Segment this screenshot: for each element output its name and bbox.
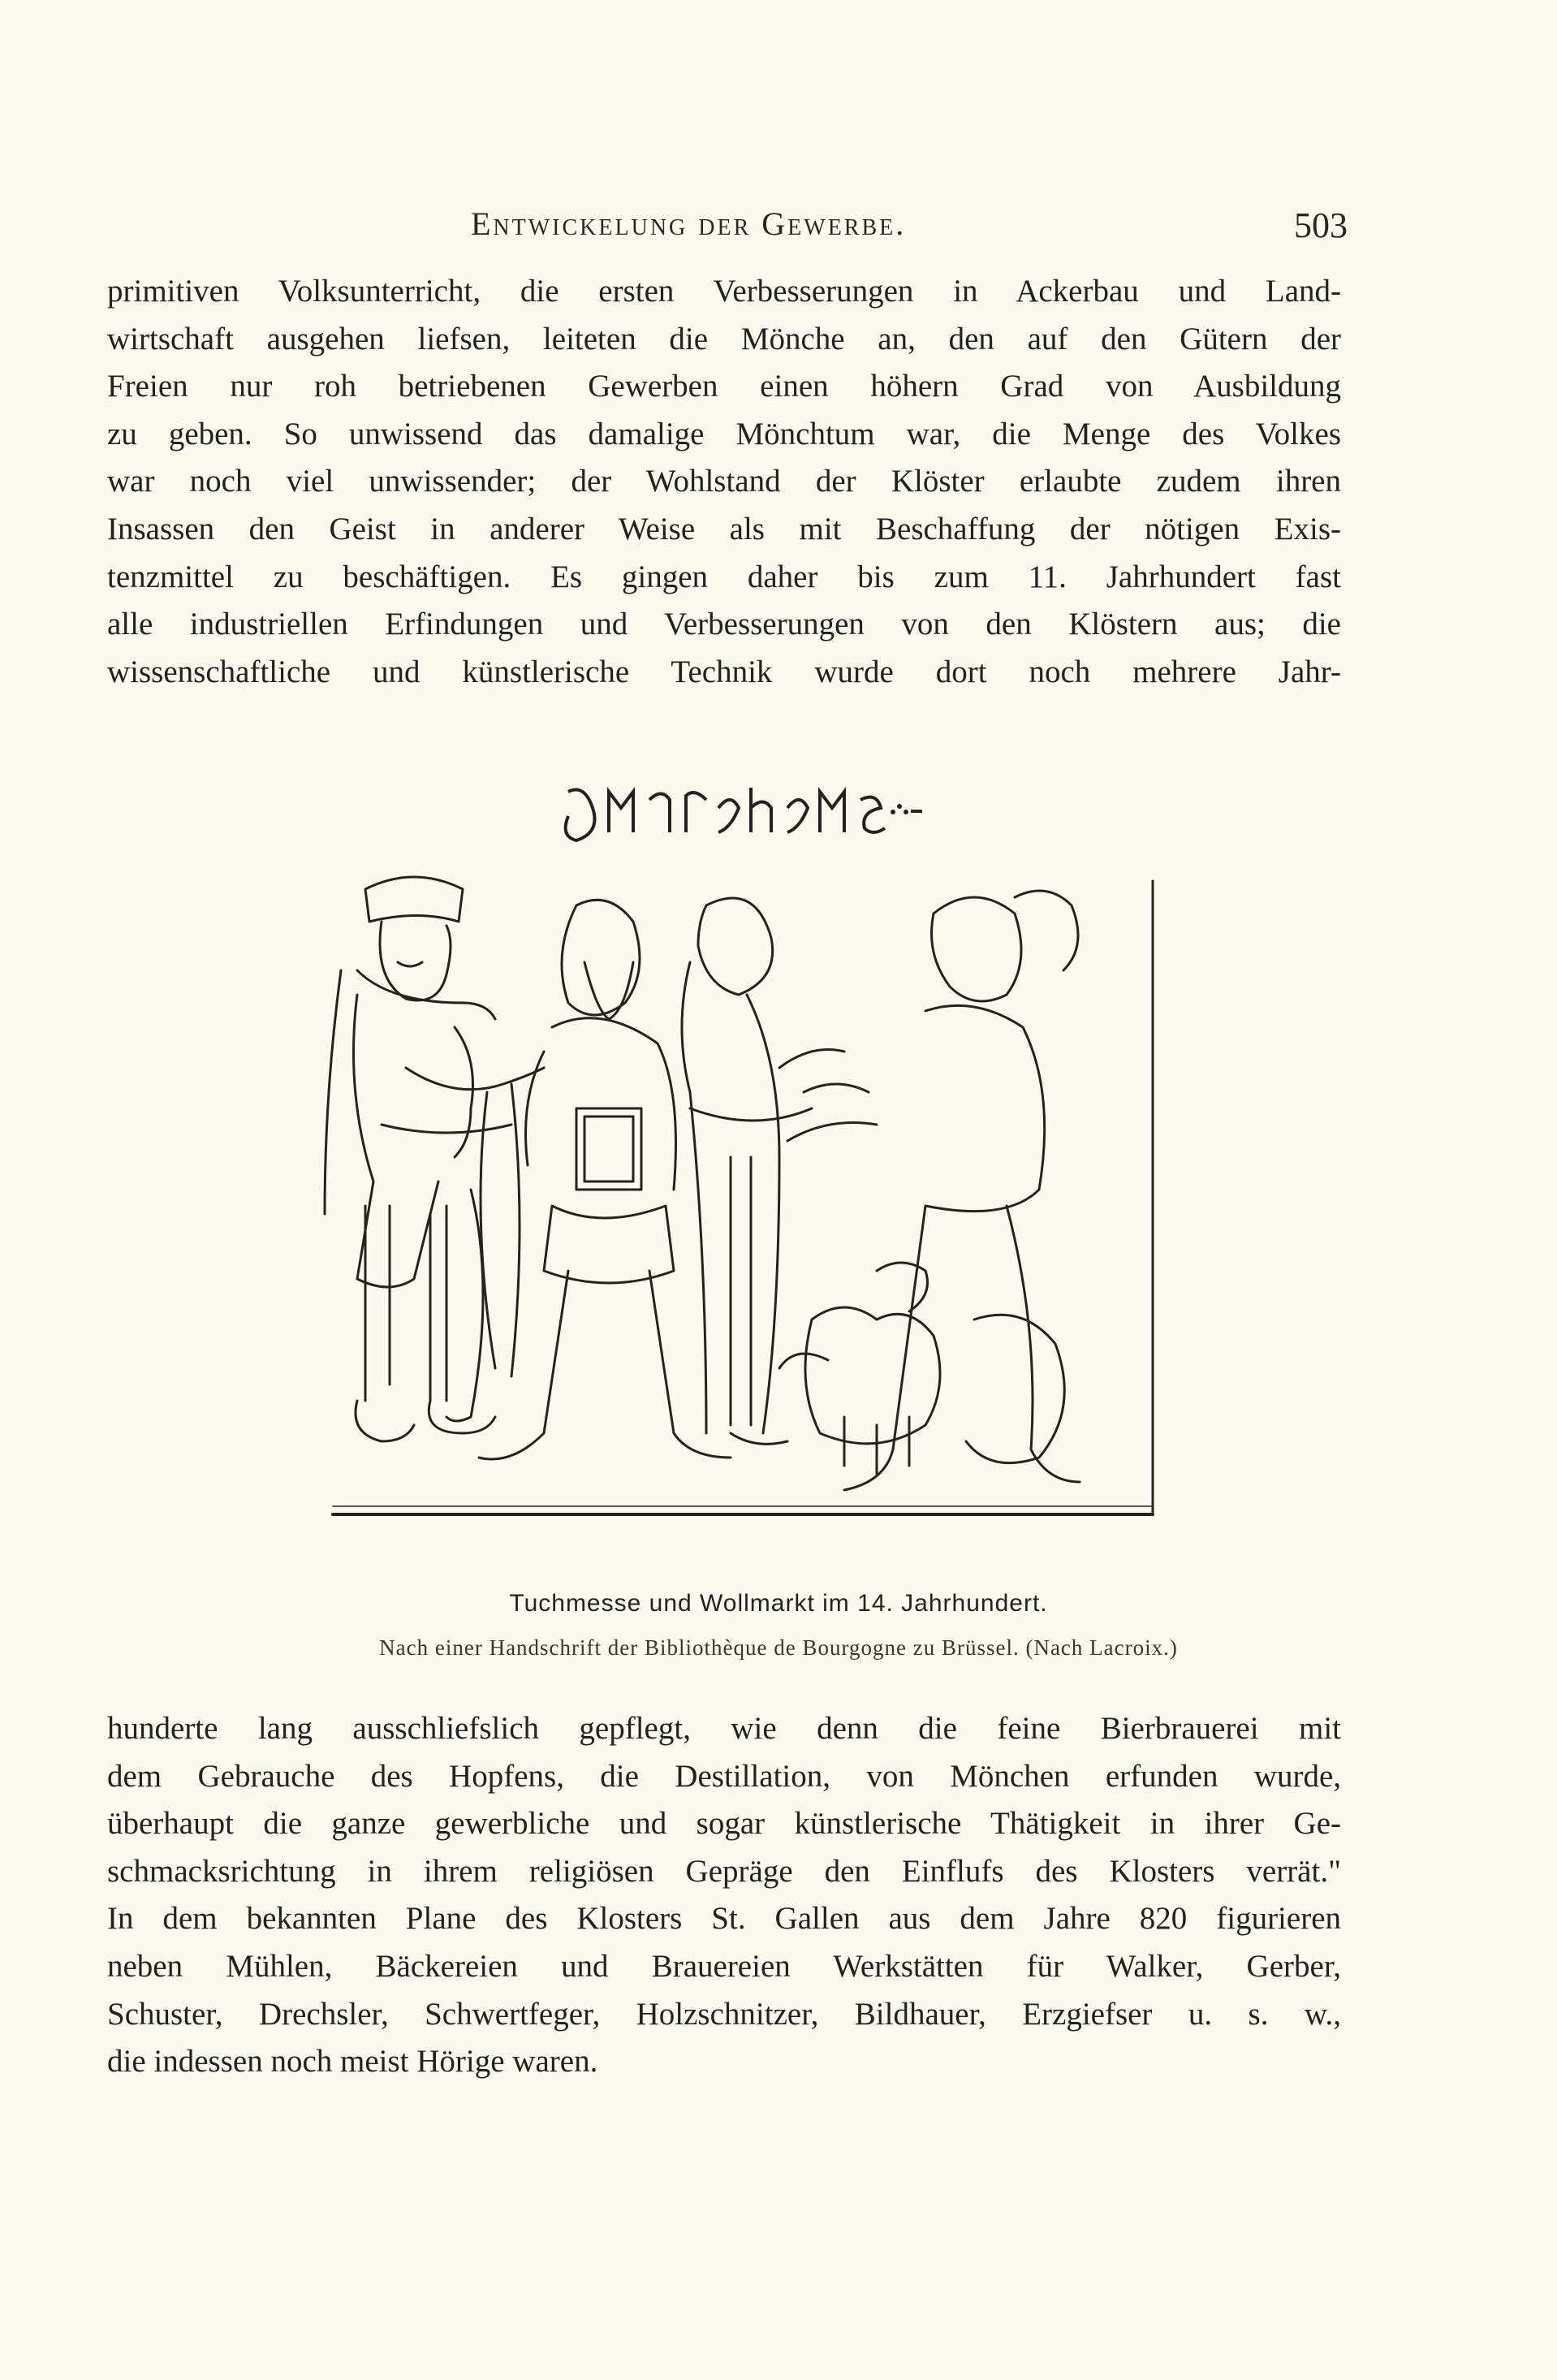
sheep-flock bbox=[779, 1263, 1064, 1474]
text-line: Insassen den Geist in anderer Weise als mit Beschaffung der nötigen Exis- bbox=[107, 511, 1341, 546]
paragraph-2 bbox=[107, 1705, 1341, 2086]
text-line: alle industriellen Erfindungen und Verbesserungen von den Klöstern aus; die bbox=[107, 607, 1341, 642]
figure-caption-source: Nach einer Handschrift der Bibliothèque de Bourgogne zu Brüssel. (Nach Lacroix.) bbox=[379, 1635, 1178, 1660]
text-line: primitiven Volksunterricht, die ersten Verbesserungen in Ackerbau und Land- bbox=[107, 274, 1341, 309]
page-number: 503 bbox=[1294, 205, 1348, 245]
text-line: Schuster, Drechsler, Schwertfeger, Holzschnitzer, Bildhauer, Erzgiefser u. s. w., bbox=[107, 1996, 1341, 2032]
text-line: In dem bekannten Plane des Klosters St. Gallen aus dem Jahre 820 figurieren bbox=[107, 1901, 1341, 1937]
text-line: die indessen noch meist Hörige waren. bbox=[107, 2044, 598, 2080]
page-header bbox=[97, 205, 1348, 253]
running-title: Entwickelung der Gewerbe. bbox=[471, 205, 907, 242]
hooded-monk-figure bbox=[682, 898, 869, 1444]
text-line: dem Gebrauche des Hopfens, die Destillation, von Mönchen erfunden wurde, bbox=[107, 1758, 1341, 1794]
figure-illustration bbox=[308, 775, 1169, 1571]
text-line: wirtschaft ausgehen liefsen, leiteten die Mönche an, den auf den Gütern der bbox=[107, 321, 1341, 356]
text-line: hunderte lang ausschliefslich gepflegt, wie denn die feine Bierbrauerei mit bbox=[107, 1711, 1341, 1746]
text-line: zu geben. So unwissend das damalige Mönchtum war, die Menge des Volkes bbox=[107, 416, 1341, 451]
text-line: überhaupt die ganze gewerbliche und sogar künstlerische Thätigkeit in ihrer Ge- bbox=[107, 1806, 1341, 1842]
figure-caption-title: Tuchmesse und Wollmarkt im 14. Jahrhundert. bbox=[509, 1590, 1048, 1617]
gothic-banner-lettering bbox=[552, 775, 925, 849]
paragraph-1 bbox=[107, 268, 1341, 696]
woodcut-illustration bbox=[308, 865, 1169, 1531]
text-line: schmacksrichtung in ihrem religiösen Gepräge den Einflufs des Klosters verrät." bbox=[107, 1853, 1341, 1889]
text-line: tenzmittel zu beschäftigen. Es gingen daher bis zum 11. Jahrhundert fast bbox=[107, 559, 1341, 594]
merchant-figure-left bbox=[325, 877, 544, 1441]
text-line: Freien nur roh betriebenen Gewerben einen höhern Grad von Ausbildung bbox=[107, 369, 1341, 404]
young-man-figure-right bbox=[787, 891, 1080, 1490]
text-line: war noch viel unwissender; der Wohlstand der Klöster erlaubte zudem ihren bbox=[107, 464, 1341, 499]
bearded-man-figure bbox=[479, 900, 731, 1459]
text-line: wissenschaftliche und künstlerische Technik wurde dort noch mehrere Jahr- bbox=[107, 654, 1341, 689]
text-line: neben Mühlen, Bäckereien und Brauereien Werkstätten für Walker, Gerber, bbox=[107, 1948, 1341, 1984]
